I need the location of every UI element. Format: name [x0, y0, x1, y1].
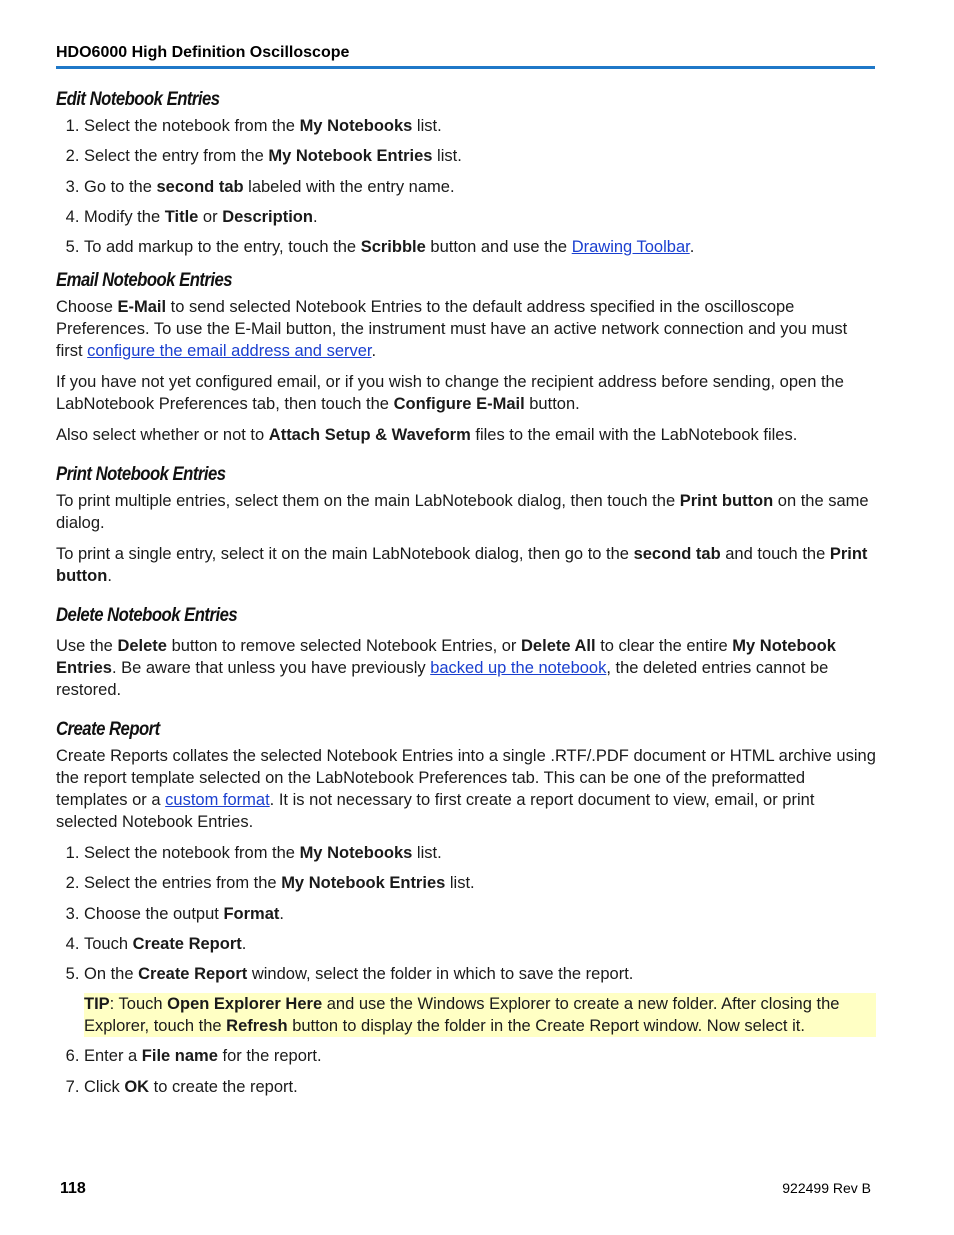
list-item: 2. Select the entry from the My Notebook Entries list. [84, 145, 876, 167]
section-email-notebook-entries [56, 270, 876, 446]
backed-up-notebook-link[interactable]: backed up the notebook [430, 659, 607, 678]
list-item: 5. On the Create Report window, select the folder in which to save the report. TIP: Touch Open Explorer Here and use the Windows Explorer to create a new folder. After closing the Explorer, touch the Refresh button to display the folder in the Create Report window. Now select it. [84, 963, 876, 1037]
list-item: 4. Touch Create Report. [84, 933, 876, 955]
section-heading: Delete Notebook Entries [56, 605, 238, 627]
paragraph: If you have not yet configured email, or if you wish to change the recipient address before sending, open the LabNotebook Preferences tab, then touch the Configure E-Mail button. [56, 373, 844, 414]
list-item: 4. Modify the Title or Description. [84, 206, 876, 228]
section-heading: Print Notebook Entries [56, 464, 226, 486]
paragraph: Create Reports collates the selected Notebook Entries into a single .RTF/.PDF document or HTML archive using the report template selected on the LabNotebook Preferences tab. This can be one of the preformatted templates or a custom format. It is not necessary to first create a report document to view, email, or print selected Notebook Entries. [56, 747, 876, 832]
tip-box: TIP: Touch Open Explorer Here and use the Windows Explorer to create a new folder. After closing the Explorer, touch the Refresh button to display the folder in the Create Report window. Now select it. [84, 993, 876, 1037]
list-item: 3. Choose the output Format. [84, 903, 876, 925]
list-item: 3. Go to the second tab labeled with the entry name. [84, 176, 876, 198]
section-heading: Create Report [56, 719, 160, 741]
list-item: 5. To add markup to the entry, touch the Scribble button and use the Drawing Toolbar. [84, 236, 876, 258]
paragraph: Use the Delete button to remove selected Notebook Entries, or Delete All to clear the entire My Notebook Entries. Be aware that unless you have previously backed up the notebook, the deleted entries cannot be restored. [56, 637, 836, 700]
paragraph: Choose E-Mail to send selected Notebook Entries to the default address specified in the oscilloscope Preferences. To use the E-Mail button, the instrument must have an active network connection and you must first configure the email address and server. [56, 298, 848, 361]
page-number: 118 [60, 1180, 86, 1197]
paragraph: Also select whether or not to Attach Setup & Waveform files to the email with the LabNotebook files. [56, 426, 798, 445]
section-create-report [56, 719, 876, 1097]
list-item: 7. Click OK to create the report. [84, 1076, 876, 1098]
drawing-toolbar-link[interactable]: Drawing Toolbar [571, 238, 690, 257]
document-revision: 922499 Rev B [782, 1180, 871, 1196]
list-item: 2. Select the entries from the My Notebook Entries list. [84, 872, 876, 894]
list-item: 1. Select the notebook from the My Notebooks list. [84, 115, 876, 137]
steps-list [56, 115, 876, 258]
custom-format-link[interactable]: custom format [165, 791, 270, 810]
section-print-notebook-entries [56, 464, 876, 587]
section-heading: Email Notebook Entries [56, 270, 233, 292]
page-header [56, 44, 875, 69]
paragraph: To print a single entry, select it on the main LabNotebook dialog, then go to the second tab and touch the Print button. [56, 545, 868, 586]
section-edit-notebook-entries [56, 89, 876, 258]
section-delete-notebook-entries [56, 605, 876, 701]
section-heading: Edit Notebook Entries [56, 89, 220, 110]
document-title: HDO6000 High Definition Oscilloscope [56, 44, 350, 61]
paragraph: To print multiple entries, select them on the main LabNotebook dialog, then touch the Print button on the same dialog. [56, 492, 869, 533]
list-item: 6. Enter a File name for the report. [84, 1045, 876, 1067]
steps-list [56, 842, 876, 1097]
list-item: 1. Select the notebook from the My Notebooks list. [84, 842, 876, 864]
configure-email-link[interactable]: configure the email address and server [87, 342, 372, 361]
document-body [56, 89, 876, 1106]
